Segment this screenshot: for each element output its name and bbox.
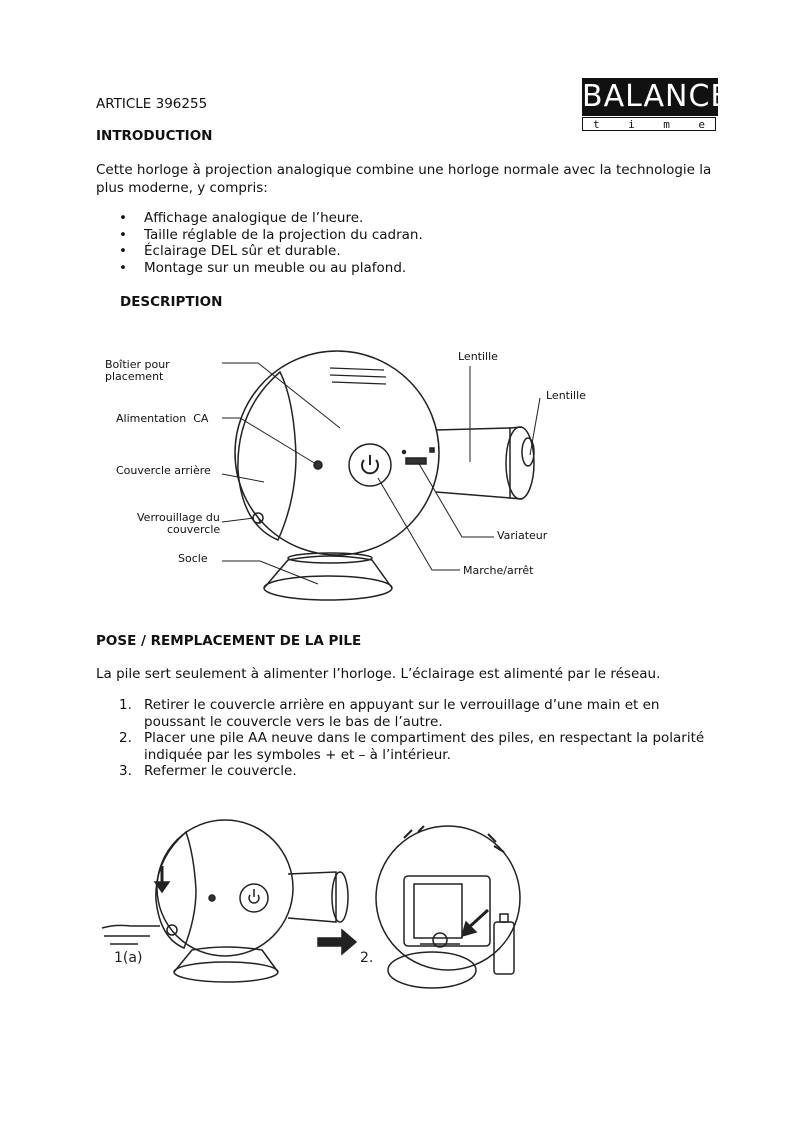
step-text: Refermer le couvercle. [144, 763, 297, 779]
label-couvercle: Couvercle arrière [116, 464, 211, 477]
figure-label-step1: 1(a) [114, 950, 143, 966]
step-text: Placer une pile AA neuve dans le compartiment des piles, en respectant la polarité indiquée par les symboles + et – à l’intérieur. [144, 730, 705, 763]
introduction-paragraph: Cette horloge à projection analogique combine une horloge normale avec la technologie la plus moderne, y compris: [96, 162, 712, 196]
battery-heading: POSE / REMPLACEMENT DE LA PILE [96, 633, 362, 649]
description-heading: DESCRIPTION [120, 294, 223, 310]
introduction-heading: INTRODUCTION [96, 128, 213, 144]
label-verrouillage-line2: couvercle [167, 523, 221, 536]
list-item: • Éclairage DEL sûr et durable. [119, 243, 423, 260]
label-lentille-right: Lentille [546, 389, 586, 402]
list-item: • Affichage analogique de l’heure. [119, 210, 423, 227]
label-verrouillage-line1: Verrouillage du [137, 511, 220, 524]
label-variateur: Variateur [497, 529, 548, 542]
step-number: 1. [119, 697, 132, 713]
label-boitier: Boîtier pour placement [105, 358, 170, 383]
label-lentille-top: Lentille [458, 350, 498, 363]
logo-letter: e [698, 118, 705, 131]
label-alimentation: Alimentation CA [116, 412, 209, 425]
label-socle: Socle [178, 552, 208, 565]
step-text: Retirer le couvercle arrière en appuyant sur le verrouillage d’une main et en poussant le couvercle vers le bas de l’autre. [144, 697, 660, 730]
step-number: 2. [119, 730, 132, 746]
battery-paragraph: La pile sert seulement à alimenter l’horloge. L’éclairage est alimenté par le réseau. [96, 666, 661, 682]
logo-wordmark: BALANCE [582, 79, 731, 114]
logo-letter: m [663, 118, 670, 131]
list-item: • Taille réglable de la projection du cadran. [119, 227, 423, 244]
step-number: 3. [119, 763, 132, 779]
list-item: • Montage sur un meuble ou au plafond. [119, 260, 423, 277]
logo-letter: i [628, 118, 635, 131]
label-marche: Marche/arrêt [463, 564, 534, 577]
article-number: ARTICLE 396255 [96, 96, 208, 112]
logo-letter: t [593, 118, 600, 131]
figure-label-step2: 2. [360, 950, 374, 966]
